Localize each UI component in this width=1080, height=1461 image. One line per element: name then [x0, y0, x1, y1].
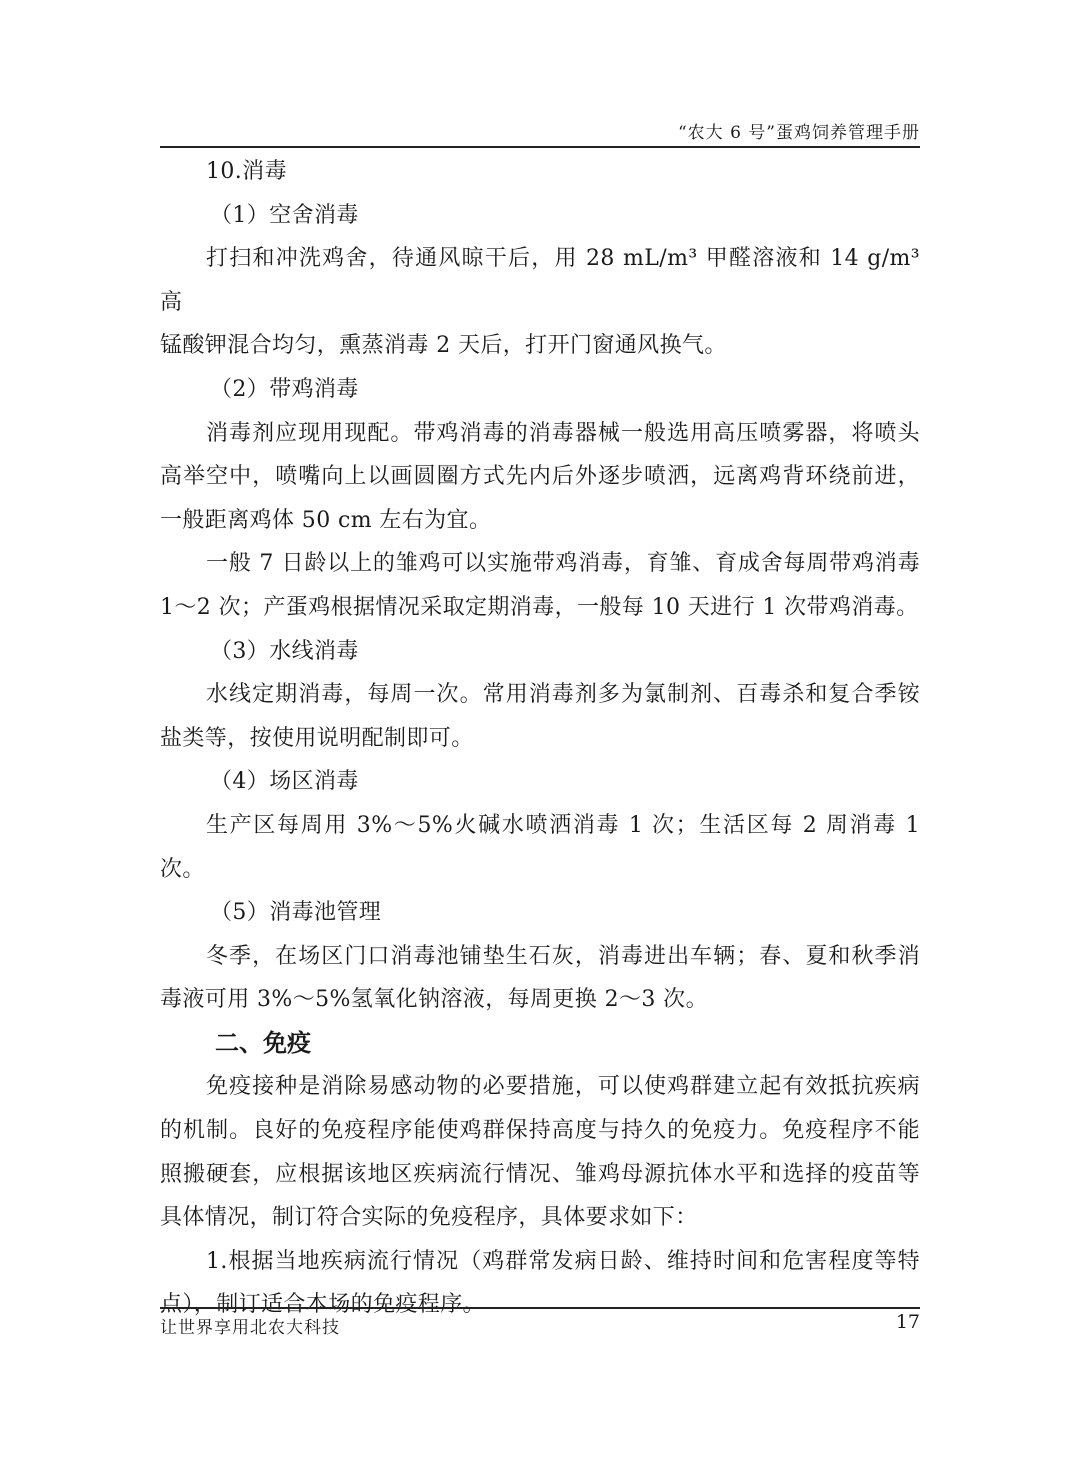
subsection-title-with-chickens: （2）带鸡消毒 [210, 376, 359, 402]
chapter-heading-immunization: 二、免疫 [215, 1028, 311, 1057]
paragraph-disinfection-pool: 冬季，在场区门口消毒池铺垫生石灰，消毒进出车辆；春、夏和秋季消毒液可用 3%～5%氢氧化钠溶液，每周更换 2～3 次。 [160, 943, 920, 1013]
page-header [160, 118, 920, 148]
section-heading-disinfection: 10.消毒 [206, 159, 287, 184]
paragraph-with-chickens-1: 消毒剂应现用现配。带鸡消毒的消毒器械一般选用高压喷雾器，将喷头高举空中，喷嘴向上以画圆圈方式先内后外逐步喷洒，远离鸡背环绕前进，一般距离鸡体 50 cm 左右为宜。 [160, 420, 920, 533]
page-number: 17 [895, 1311, 920, 1333]
running-title: “农大 6 号”蛋鸡饲养管理手册 [677, 123, 920, 143]
subsection-title-empty-house: （1）空舍消毒 [210, 202, 359, 228]
page-footer [160, 1307, 920, 1339]
list-item-immunization-1: 1.根据当地疾病流行情况（鸡群常发病日龄、维持时间和危害程度等特点），制订适合本场的免疫程序。 [160, 1248, 920, 1318]
subsection-title-water-line: （3）水线消毒 [210, 638, 359, 664]
paragraph-farm-area: 生产区每周用 3%～5%火碱水喷洒消毒 1 次；生活区每 2 周消毒 1 次。 [160, 812, 920, 882]
paragraph-empty-house-line2: 锰酸钾混合均匀，熏蒸消毒 2 天后，打开门窗通风换气。 [160, 333, 727, 359]
footer-slogan: 让世界享用北农大科技 [160, 1318, 340, 1338]
paragraph-water-line: 水线定期消毒，每周一次。常用消毒剂多为氯制剂、百毒杀和复合季铵盐类等，按使用说明配制即可。 [160, 682, 920, 751]
page-body [160, 150, 920, 1327]
paragraph-immunization-intro: 免疫接种是消除易感动物的必要措施，可以使鸡群建立起有效抵抗疾病的机制。良好的免疫程序能使鸡群保持高度与持久的免疫力。免疫程序不能照搬硬套，应根据该地区疾病流行情况、雏鸡母源抗体水平和选择的疫苗等具体情况，制订符合实际的免疫程序，具体要求如下： [160, 1074, 920, 1231]
paragraph-empty-house-line1: 打扫和冲洗鸡舍，待通风晾干后，用 28 mL/m³ 甲醛溶液和 14 g/m³ 高 [160, 246, 920, 315]
paragraph-with-chickens-2: 一般 7 日龄以上的雏鸡可以实施带鸡消毒，育雏、育成舍每周带鸡消毒 1～2 次；产蛋鸡根据情况采取定期消毒，一般每 10 天进行 1 次带鸡消毒。 [160, 551, 920, 620]
subsection-title-disinfection-pool: （5）消毒池管理 [210, 900, 382, 926]
subsection-title-farm-area: （4）场区消毒 [210, 769, 359, 795]
